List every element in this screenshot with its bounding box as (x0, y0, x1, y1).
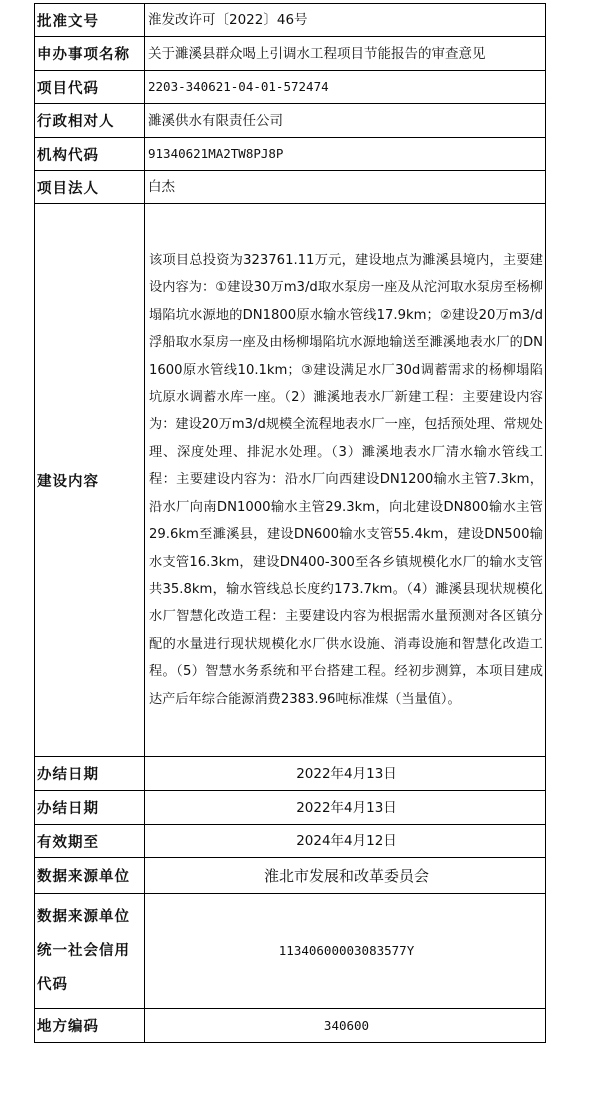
table-row (35, 825, 546, 858)
table-row (35, 204, 546, 757)
row-label: 申办事项名称 (35, 37, 145, 71)
legal-person-value: 白杰 (145, 171, 546, 204)
project-code-value: 2203-340621-04-01-572474 (145, 71, 546, 104)
data-source-value: 淮北市发展和改革委员会 (145, 858, 546, 894)
table-row (35, 757, 546, 791)
table-row (35, 104, 546, 138)
completion-date-value: 2022年4月13日 (145, 791, 546, 825)
construction-content-value: 该项目总投资为323761.11万元，建设地点为濉溪县境内，主要建设内容为：①建设30万m3/d取水泵房一座及从沱河取水泵房至杨柳塌陷坑水源地的DN1800原水输水管线17.9km；②建设20万m3/d浮船取水泵房一座及由杨柳塌陷坑水源地输送至濉溪地表水厂的DN1600原水管线10.1km；③建设满足水厂30d调蓄需求的杨柳塌陷坑原水调蓄水库一座。（2）濉溪地表水厂新建工程：主要建设内容为：建设20万m3/d规模全流程地表水厂一座，包括预处理、常规处理、深度处理、排泥水处理。（3）濉溪地表水厂清水输水管线工程：主要建设内容为：沿水厂向西建设DN1200输水主管7.3km，沿水厂向南DN1000输水主管29.3km，向北建设DN800输水主管29.6km至濉溪县，建设DN600输水支管55.4km，建设DN500输水支管16.3km，建设DN400-300至各乡镇规模化水厂的输水支管共35.8km，输水管线总长度约173.7km。（4）濉溪县现状规模化水厂智慧化改造工程：主要建设内容为根据需水量预测对各区镇分配的水量进行现状规模化水厂供水设施、消毒设施和智慧化改造工程。（5）智慧水务系统和平台搭建工程。经初步测算，本项目建成达产后年综合能源消费2383.96吨标准煤（当量值）。 (145, 204, 546, 757)
org-code-value: 91340621MA2TW8PJ8P (145, 138, 546, 171)
row-label: 有效期至 (35, 825, 145, 858)
table-row (35, 858, 546, 894)
table-row (35, 171, 546, 204)
row-label: 项目法人 (35, 171, 145, 204)
row-label: 数据来源单位统一社会信用代码 (35, 894, 145, 1009)
table-row (35, 1009, 546, 1043)
approval-number-value: 淮发改许可〔2022〕46号 (145, 4, 546, 37)
credit-code-value: 11340600003083577Y (145, 894, 546, 1009)
table-row (35, 138, 546, 171)
completion-date-value: 2022年4月13日 (145, 757, 546, 791)
table-row (35, 37, 546, 71)
table-row (35, 71, 546, 104)
counterparty-value: 濉溪供水有限责任公司 (145, 104, 546, 138)
row-label: 行政相对人 (35, 104, 145, 138)
table-row (35, 791, 546, 825)
approval-info-table (34, 3, 546, 1043)
table-row (35, 894, 546, 1009)
row-label: 办结日期 (35, 791, 145, 825)
row-label: 地方编码 (35, 1009, 145, 1043)
item-name-value: 关于濉溪县群众喝上引调水工程项目节能报告的审查意见 (145, 37, 546, 71)
row-label: 数据来源单位 (35, 858, 145, 894)
table-row (35, 4, 546, 37)
valid-until-value: 2024年4月12日 (145, 825, 546, 858)
row-label: 批准文号 (35, 4, 145, 37)
row-label: 办结日期 (35, 757, 145, 791)
row-label: 建设内容 (35, 204, 145, 757)
row-label: 机构代码 (35, 138, 145, 171)
region-code-value: 340600 (145, 1009, 546, 1043)
row-label: 项目代码 (35, 71, 145, 104)
